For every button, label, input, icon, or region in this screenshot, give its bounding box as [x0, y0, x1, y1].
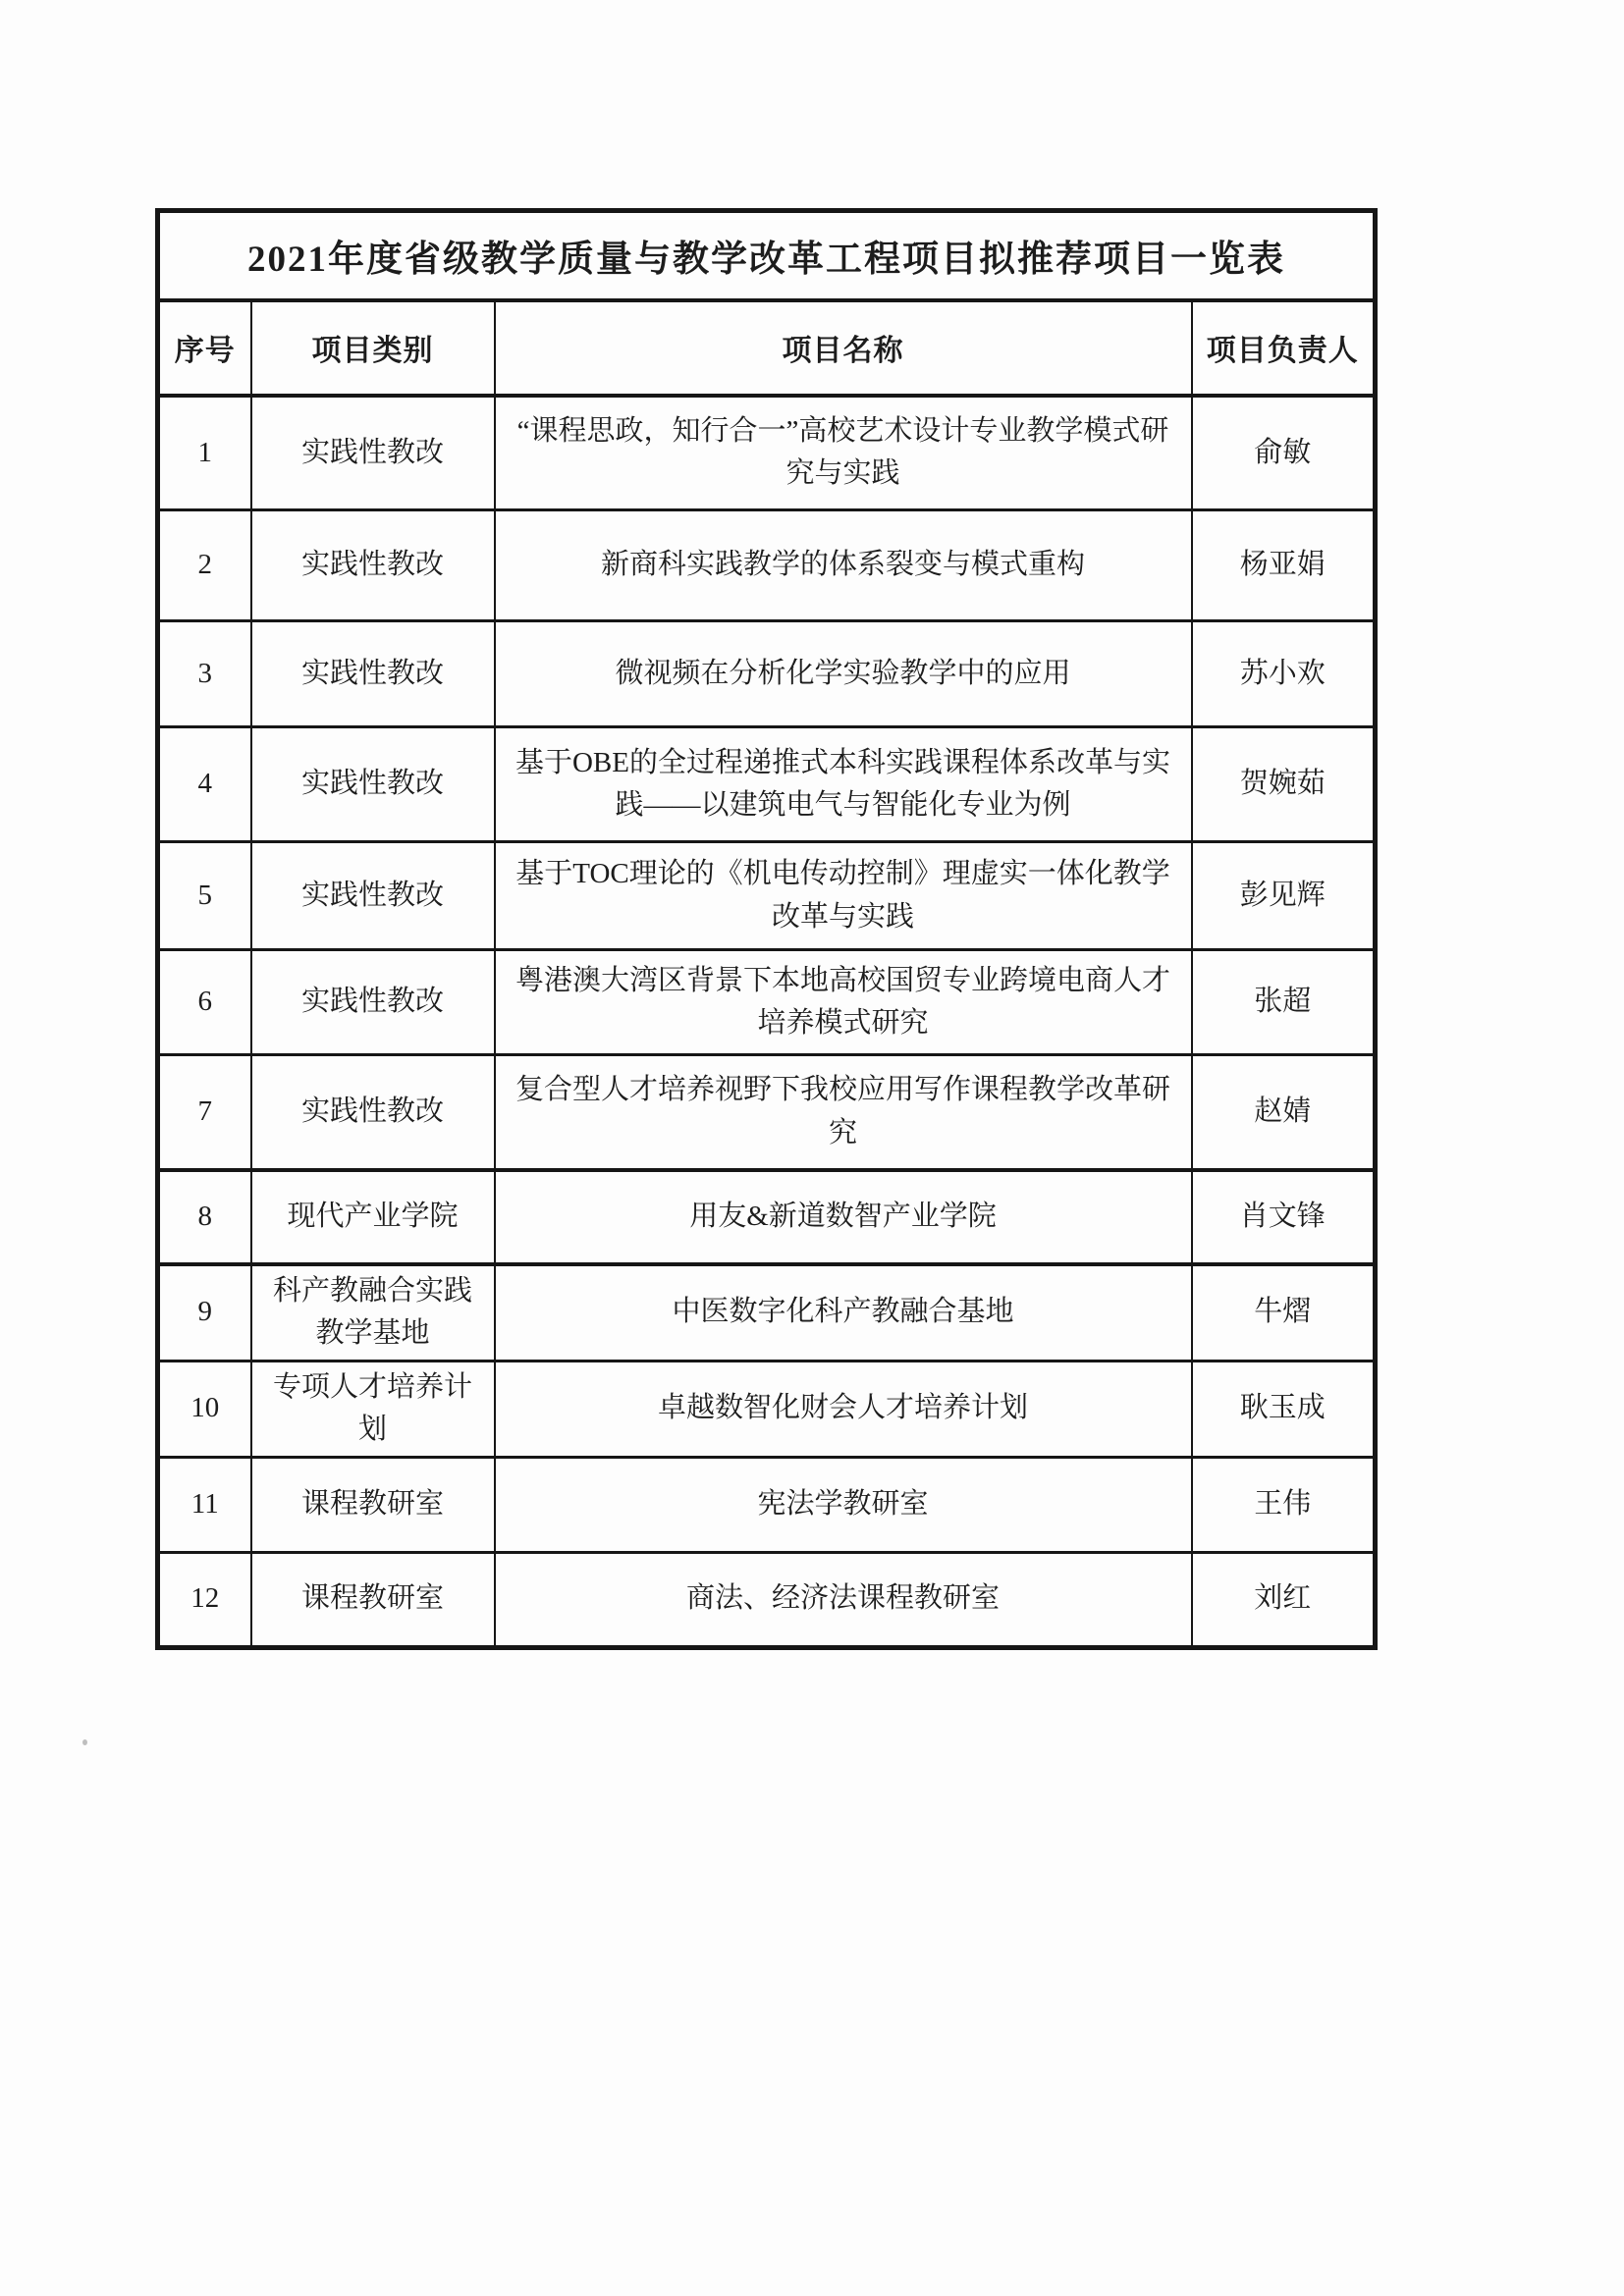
cell-leader: 刘红	[1192, 1552, 1376, 1647]
cell-no: 10	[158, 1361, 251, 1457]
cell-name: 中医数字化科产教融合基地	[495, 1264, 1192, 1362]
cell-category: 现代产业学院	[251, 1170, 495, 1264]
cell-leader: 杨亚娟	[1192, 510, 1376, 621]
cell-no: 5	[158, 842, 251, 950]
cell-category: 实践性教改	[251, 727, 495, 842]
column-header-leader: 项目负责人	[1192, 300, 1376, 396]
cell-no: 6	[158, 950, 251, 1055]
column-header-category: 项目类别	[251, 300, 495, 396]
cell-leader: 俞敏	[1192, 396, 1376, 510]
table-row	[158, 396, 1376, 510]
cell-leader: 王伟	[1192, 1457, 1376, 1552]
cell-name: 商法、经济法课程教研室	[495, 1552, 1192, 1647]
cell-no: 12	[158, 1552, 251, 1647]
cell-category: 实践性教改	[251, 621, 495, 727]
cell-name: 卓越数智化财会人才培养计划	[495, 1361, 1192, 1457]
cell-category: 课程教研室	[251, 1552, 495, 1647]
scan-speck	[82, 1739, 87, 1745]
cell-category: 实践性教改	[251, 950, 495, 1055]
cell-name: 宪法学教研室	[495, 1457, 1192, 1552]
cell-name: 基于TOC理论的《机电传动控制》理虚实一体化教学改革与实践	[495, 842, 1192, 950]
cell-category: 实践性教改	[251, 510, 495, 621]
cell-category: 实践性教改	[251, 396, 495, 510]
cell-leader: 张超	[1192, 950, 1376, 1055]
table-row	[158, 1361, 1376, 1457]
column-header-name: 项目名称	[495, 300, 1192, 396]
table-row	[158, 1457, 1376, 1552]
table-title-row	[158, 211, 1376, 300]
cell-category: 实践性教改	[251, 1055, 495, 1170]
cell-no: 9	[158, 1264, 251, 1362]
cell-leader: 苏小欢	[1192, 621, 1376, 727]
cell-category: 实践性教改	[251, 842, 495, 950]
cell-leader: 贺婉茹	[1192, 727, 1376, 842]
cell-leader: 赵婧	[1192, 1055, 1376, 1170]
cell-no: 8	[158, 1170, 251, 1264]
cell-leader: 耿玉成	[1192, 1361, 1376, 1457]
cell-name: 粤港澳大湾区背景下本地高校国贸专业跨境电商人才培养模式研究	[495, 950, 1192, 1055]
table-row	[158, 950, 1376, 1055]
cell-no: 4	[158, 727, 251, 842]
table-row	[158, 727, 1376, 842]
cell-no: 7	[158, 1055, 251, 1170]
cell-no: 2	[158, 510, 251, 621]
cell-category: 科产教融合实践教学基地	[251, 1264, 495, 1362]
table-row	[158, 1264, 1376, 1362]
table-row	[158, 621, 1376, 727]
cell-name: 复合型人才培养视野下我校应用写作课程教学改革研究	[495, 1055, 1192, 1170]
cell-name: 用友&新道数智产业学院	[495, 1170, 1192, 1264]
page-title: 2021年度省级教学质量与教学改革工程项目拟推荐项目一览表	[158, 211, 1376, 300]
cell-no: 3	[158, 621, 251, 727]
cell-name: “课程思政，知行合一”高校艺术设计专业教学模式研究与实践	[495, 396, 1192, 510]
cell-name: 基于OBE的全过程递推式本科实践课程体系改革与实践——以建筑电气与智能化专业为例	[495, 727, 1192, 842]
cell-category: 专项人才培养计划	[251, 1361, 495, 1457]
table-row	[158, 1552, 1376, 1647]
table-row	[158, 1170, 1376, 1264]
cell-name: 微视频在分析化学实验教学中的应用	[495, 621, 1192, 727]
cell-no: 11	[158, 1457, 251, 1552]
cell-category: 课程教研室	[251, 1457, 495, 1552]
table-row	[158, 842, 1376, 950]
cell-no: 1	[158, 396, 251, 510]
cell-name: 新商科实践教学的体系裂变与模式重构	[495, 510, 1192, 621]
table-row	[158, 510, 1376, 621]
cell-leader: 彭见辉	[1192, 842, 1376, 950]
projects-table	[155, 208, 1378, 1650]
cell-leader: 牛熠	[1192, 1264, 1376, 1362]
cell-leader: 肖文锋	[1192, 1170, 1376, 1264]
column-header-no: 序号	[158, 300, 251, 396]
table-header-row	[158, 300, 1376, 396]
table-row	[158, 1055, 1376, 1170]
